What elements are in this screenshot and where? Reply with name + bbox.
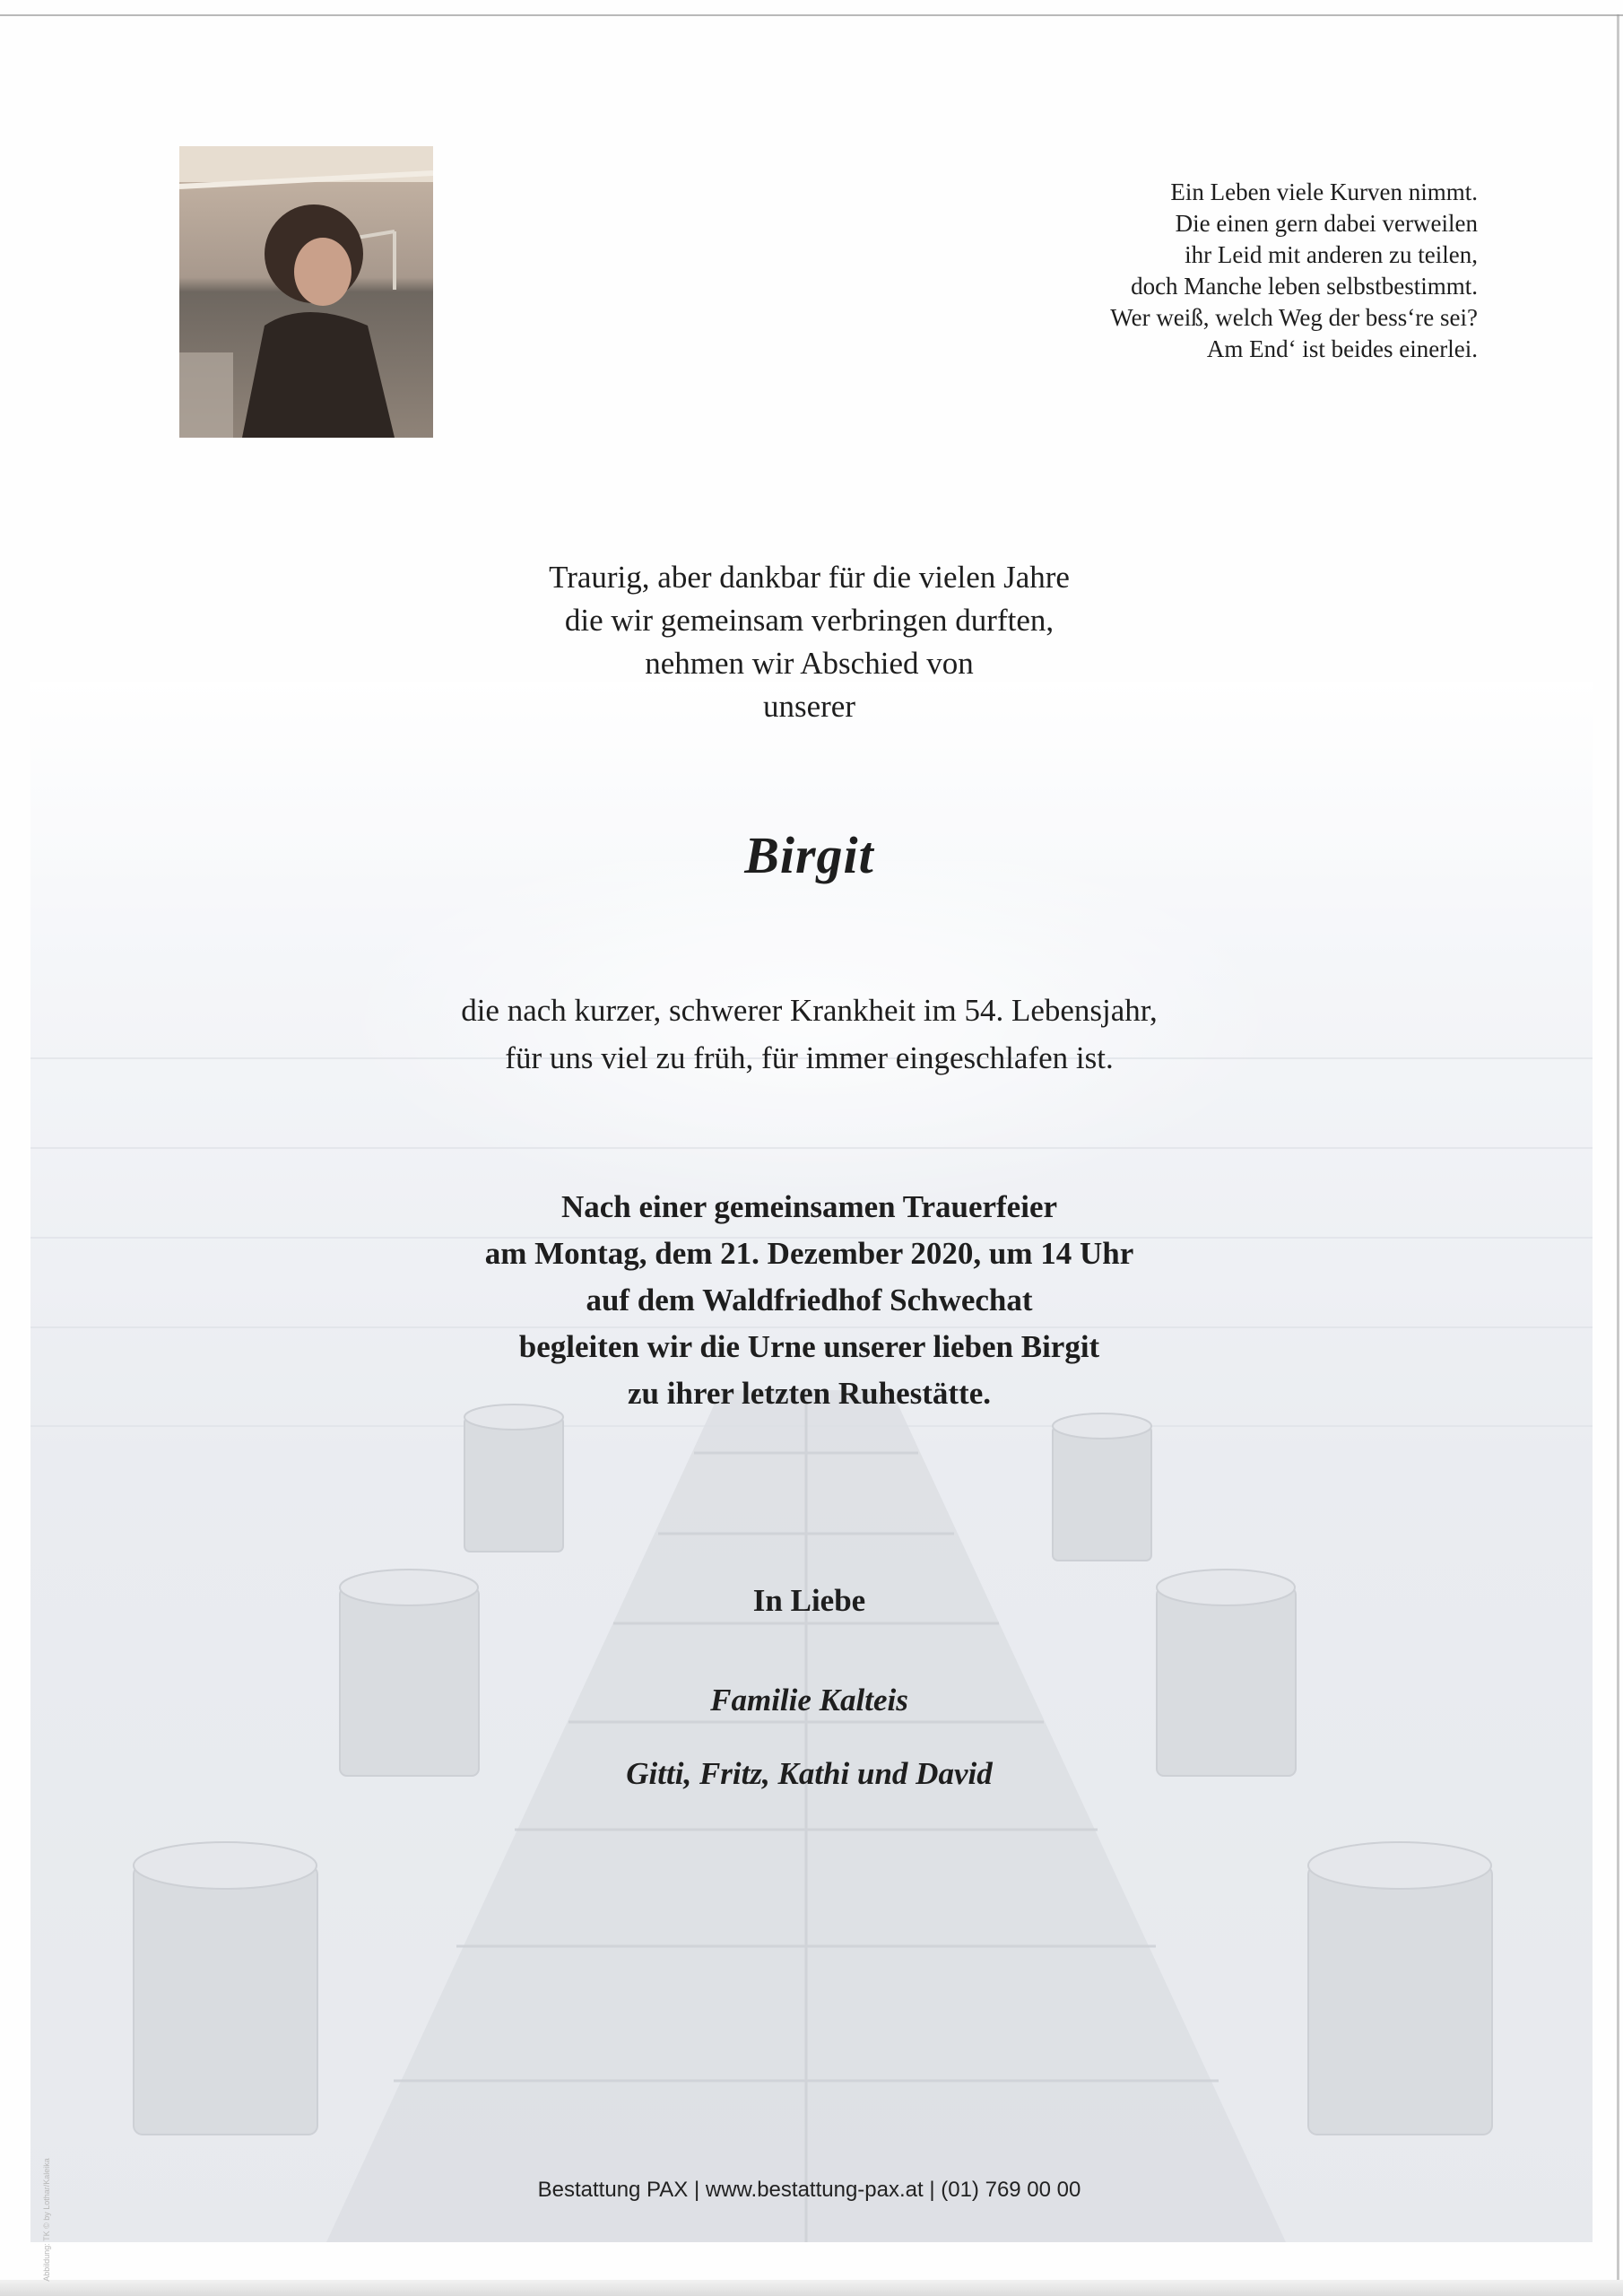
intro-line: unserer (762, 689, 855, 724)
poem-line: Wer weiß, welch Weg der bess‘re sei? (1110, 304, 1478, 331)
ceremony-line: auf dem Waldfriedhof Schwechat (586, 1283, 1033, 1318)
poem (850, 177, 1478, 365)
illness-line: die nach kurzer, schwerer Krankheit im 54. Lebensjahr, (461, 993, 1158, 1028)
image-credit (38, 2158, 56, 2282)
poem-line: doch Manche leben selbstbestimmt. (1131, 273, 1478, 300)
ceremony-text (296, 1184, 1323, 1417)
poem-line: Die einen gern dabei verweilen (1175, 210, 1478, 237)
ceremony-line: Nach einer gemeinsamen Trauerfeier (560, 1189, 1058, 1224)
scan-edge-bottom (0, 2280, 1623, 2296)
intro-line: nehmen wir Abschied von (645, 646, 974, 681)
scan-edge-right (1617, 14, 1619, 2296)
funeral-home-footer: Bestattung PAX | www.bestattung-pax.at | (01) 769 00 00 (537, 2178, 1081, 2202)
illness-line: für uns viel zu früh, für immer eingeschlafen ist. (505, 1040, 1114, 1075)
portrait-photo (179, 146, 433, 438)
deceased-name: Birgit (744, 826, 874, 884)
family-name: Familie Kalteis (710, 1683, 908, 1718)
poem-line: ihr Leid mit anderen zu teilen, (1185, 241, 1478, 268)
intro-text (296, 556, 1323, 728)
closing-line: In Liebe (752, 1583, 866, 1618)
illness-text (296, 987, 1323, 1082)
ceremony-line: am Montag, dem 21. Dezember 2020, um 14 Uhr (484, 1236, 1134, 1271)
family-members: Gitti, Fritz, Kathi und David (626, 1756, 993, 1791)
poem-line: Am End‘ ist beides einerlei. (1206, 335, 1478, 362)
poem-line: Ein Leben viele Kurven nimmt. (1170, 178, 1478, 205)
background-jetty-image (30, 682, 1593, 2242)
intro-line: Traurig, aber dankbar für die vielen Jahre (549, 560, 1070, 595)
intro-line: die wir gemeinsam verbringen durften, (564, 603, 1055, 638)
ceremony-line: zu ihrer letzten Ruhestätte. (628, 1376, 991, 1411)
image-credit-text: Abbildung: TK © by Lothar/Kaleika (42, 2158, 51, 2282)
scan-edge-top (0, 14, 1623, 16)
ceremony-line: begleiten wir die Urne unserer lieben Birgit (518, 1329, 1100, 1364)
